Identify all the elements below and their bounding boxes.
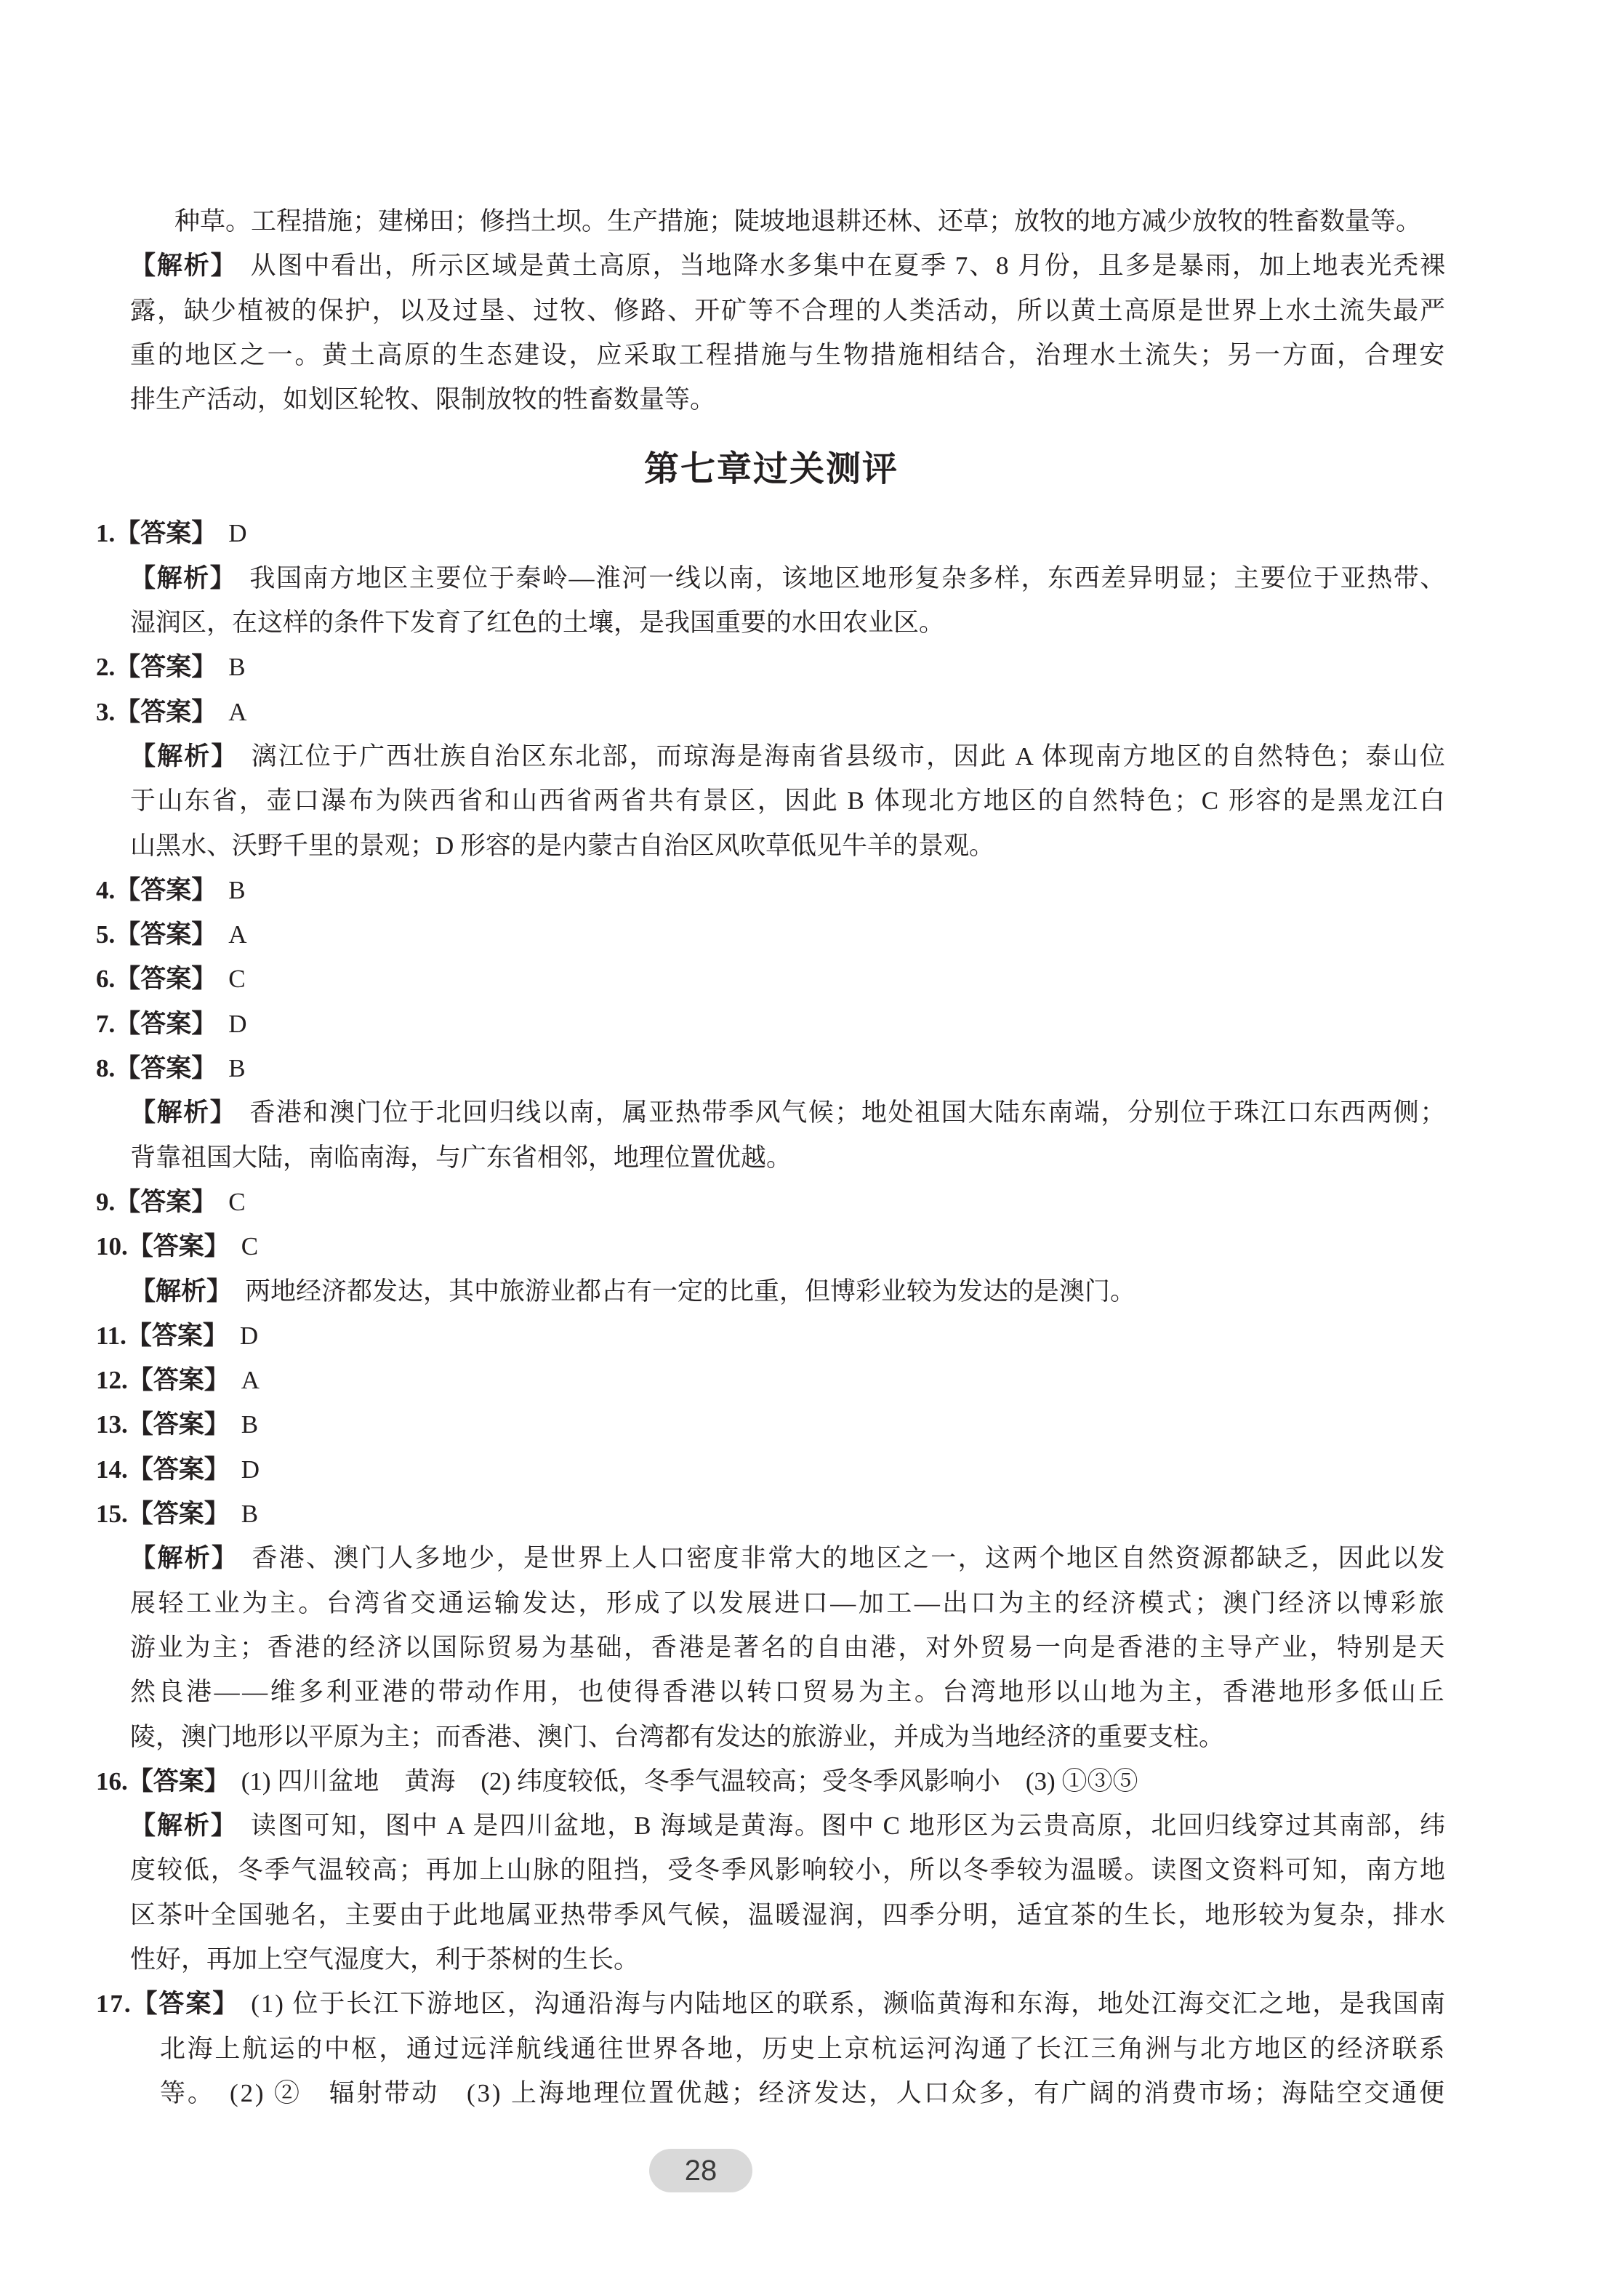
item-number: 14. bbox=[96, 1455, 128, 1484]
answer-label: 【答案】 bbox=[115, 1009, 217, 1039]
analysis-text: 我国南方地区主要位于秦岭—淮河一线以南，该地区地形复杂多样，东西差异明显；主要位于亚热带、 bbox=[249, 563, 1447, 592]
section-title: 第七章过关测评 bbox=[643, 449, 899, 490]
analysis-label: 【解析】 bbox=[130, 563, 237, 593]
item-number: 11. bbox=[96, 1321, 126, 1350]
analysis-text: 背靠祖国大陆，南临南海，与广东省相邻，地理位置优越。 bbox=[130, 1143, 792, 1172]
answer-value: (1) 四川盆地 黄海 (2) 纬度较低，冬季气温较高；受冬季风影响小 (3) ①③⑤ bbox=[241, 1766, 1138, 1796]
answer-value: B bbox=[228, 875, 246, 904]
analysis-line bbox=[130, 1937, 1447, 1982]
item-number: 16. bbox=[96, 1766, 128, 1796]
answer-label: 【答案】 bbox=[115, 653, 217, 683]
answer-line bbox=[96, 912, 1447, 957]
analysis-label: 【解析】 bbox=[130, 1276, 233, 1306]
item-number: 8. bbox=[96, 1054, 116, 1083]
answer-line bbox=[96, 1046, 1447, 1090]
answer-label: 【答案】 bbox=[132, 1990, 240, 2019]
answer-label: 【答案】 bbox=[127, 1410, 230, 1440]
answer-label: 【答案】 bbox=[115, 1054, 217, 1084]
analysis-line bbox=[130, 1536, 1447, 1580]
analysis-label: 【解析】 bbox=[130, 741, 238, 771]
item-number: 9. bbox=[96, 1187, 116, 1216]
item-number: 6. bbox=[96, 965, 116, 994]
answer-value: D bbox=[228, 519, 247, 548]
analysis-text: 香港和澳门位于北回归线以南，属亚热带季风气候；地处祖国大陆东南端，分别位于珠江口东西两侧； bbox=[249, 1098, 1447, 1127]
answer-value: D bbox=[239, 1321, 259, 1350]
analysis-text: 度较低，冬季气温较高；再加上山脉的阻挡，受冬季风影响较小，所以冬季较为温暖。读图文资料可知，南方地 bbox=[130, 1856, 1447, 1885]
analysis-line bbox=[130, 556, 1447, 600]
item-number: 15. bbox=[96, 1500, 128, 1529]
answer-line bbox=[96, 1447, 1447, 1492]
analysis-line bbox=[130, 734, 1447, 779]
analysis-line bbox=[130, 779, 1447, 823]
answer-value: D bbox=[241, 1455, 260, 1484]
answer-label: 【答案】 bbox=[115, 519, 217, 549]
analysis-text: 两地经济都发达，其中旅游业都占有一定的比重，但博彩业较为发达的是澳门。 bbox=[245, 1276, 1136, 1306]
answer-label: 【答案】 bbox=[127, 1366, 230, 1396]
answer-label: 【答案】 bbox=[115, 1187, 217, 1217]
answer-continuation-line bbox=[160, 2071, 1447, 2115]
answer-continuation-line bbox=[174, 199, 1447, 244]
answer-line bbox=[96, 1002, 1447, 1046]
answer-value: D bbox=[228, 1009, 247, 1038]
answer-line bbox=[96, 1492, 1447, 1536]
analysis-line bbox=[130, 1893, 1447, 1937]
analysis-text: 从图中看出，所示区域是黄土高原，当地降水多集中在夏季 7、8 月份，且多是暴雨，加上地表光秃裸 bbox=[250, 252, 1447, 281]
analysis-label: 【解析】 bbox=[130, 252, 238, 281]
analysis-label: 【解析】 bbox=[130, 1098, 237, 1128]
item-number: 1. bbox=[96, 519, 116, 548]
answer-text: 等。 (2) ② 辐射带动 (3) 上海地理位置优越；经济发达，人口众多，有广阔的消费市场；海陆空交通便 bbox=[160, 2078, 1447, 2107]
analysis-line bbox=[130, 1625, 1447, 1670]
analysis-text: 排生产活动，如划区轮牧、限制放牧的牲畜数量等。 bbox=[130, 385, 716, 414]
answer-text: 种草。工程措施；建梯田；修挡土坝。生产措施；陡坡地退耕还林、还草；放牧的地方减少放牧的牲畜数量等。 bbox=[174, 207, 1422, 236]
answer-value: A bbox=[228, 920, 247, 949]
answer-value: (1) 位于长江下游地区，沟通沿海与内陆地区的联系，濒临黄海和东海，地处江海交汇之地，是我国南 bbox=[251, 1990, 1447, 2019]
analysis-line bbox=[130, 377, 1447, 422]
item-number: 7. bbox=[96, 1009, 116, 1038]
item-number: 17. bbox=[96, 1990, 132, 2019]
item-number: 2. bbox=[96, 653, 116, 682]
analysis-text: 湿润区，在这样的条件下发育了红色的土壤，是我国重要的水田农业区。 bbox=[130, 608, 945, 638]
analysis-text: 漓江位于广西壮族自治区东北部，而琼海是海南省县级市，因此 A 体现南方地区的自然特色；泰山位 bbox=[251, 741, 1447, 771]
answer-line bbox=[96, 511, 1447, 555]
answer-line bbox=[96, 957, 1447, 1001]
answer-line bbox=[96, 690, 1447, 734]
answer-value: A bbox=[228, 697, 247, 726]
answer-label: 【答案】 bbox=[127, 1500, 230, 1529]
analysis-text: 山黑水、沃野千里的景观；D 形容的是内蒙古自治区风吹草低见牛羊的景观。 bbox=[130, 831, 995, 860]
answer-value: B bbox=[241, 1410, 259, 1439]
analysis-text: 香港、澳门人多地少，是世界上人口密度非常大的地区之一，这两个地区自然资源都缺乏，因此以发 bbox=[252, 1544, 1447, 1573]
item-number: 5. bbox=[96, 920, 116, 949]
answer-line bbox=[96, 1224, 1447, 1268]
analysis-line bbox=[130, 1135, 1447, 1180]
analysis-line bbox=[130, 1090, 1447, 1135]
item-number: 3. bbox=[96, 697, 116, 726]
answer-line bbox=[96, 1402, 1447, 1447]
analysis-label: 【解析】 bbox=[130, 1811, 238, 1841]
answer-continuation-line bbox=[160, 2027, 1447, 2071]
answer-line bbox=[96, 1314, 1447, 1358]
item-number: 13. bbox=[96, 1410, 128, 1439]
analysis-text: 然良港——维多利亚港的带动作用，也使得香港以转口贸易为主。台湾地形以山地为主，香港地形多低山丘 bbox=[130, 1678, 1447, 1707]
item-number: 12. bbox=[96, 1366, 128, 1395]
answer-label: 【答案】 bbox=[127, 1455, 230, 1484]
analysis-label: 【解析】 bbox=[130, 1544, 239, 1574]
answer-label: 【答案】 bbox=[115, 697, 217, 727]
answer-label: 【答案】 bbox=[127, 1766, 230, 1796]
answer-value: B bbox=[241, 1500, 259, 1529]
page-body bbox=[0, 199, 1624, 2115]
analysis-line bbox=[130, 1848, 1447, 1892]
analysis-text: 展轻工业为主。台湾省交通运输发达，形成了以发展进口—加工—出口为主的经济模式；澳门经济以博彩旅 bbox=[130, 1588, 1447, 1617]
answer-line bbox=[96, 1982, 1447, 2026]
answer-value: C bbox=[228, 965, 246, 994]
answer-label: 【答案】 bbox=[127, 1232, 230, 1262]
answer-line bbox=[96, 868, 1447, 912]
analysis-line bbox=[130, 289, 1447, 333]
answer-value: A bbox=[241, 1366, 260, 1395]
answer-label: 【答案】 bbox=[115, 965, 217, 994]
analysis-text: 于山东省，壶口瀑布为陕西省和山西省两省共有景区，因此 B 体现北方地区的自然特色；C 形容的是黑龙江白 bbox=[130, 787, 1447, 816]
answer-label: 【答案】 bbox=[126, 1321, 228, 1351]
analysis-line bbox=[130, 244, 1447, 288]
answer-value: B bbox=[228, 653, 246, 682]
answer-label: 【答案】 bbox=[115, 920, 217, 950]
analysis-text: 性好，再加上空气湿度大，利于茶树的生长。 bbox=[130, 1945, 640, 1974]
analysis-line bbox=[130, 1804, 1447, 1848]
item-number: 4. bbox=[96, 875, 116, 904]
page-number: 28 bbox=[649, 2149, 752, 2192]
answer-label: 【答案】 bbox=[115, 875, 217, 905]
answer-value: C bbox=[228, 1187, 246, 1216]
analysis-text: 区茶叶全国驰名，主要由于此地属亚热带季风气候，温暖湿润，四季分明，适宜茶的生长，地形较为复杂，排水 bbox=[130, 1900, 1447, 1929]
item-number: 10. bbox=[96, 1232, 128, 1261]
analysis-line bbox=[130, 1715, 1447, 1759]
analysis-text: 重的地区之一。黄土高原的生态建设，应采取工程措施与生物措施相结合，治理水土流失；另一方面，合理安 bbox=[130, 340, 1447, 369]
analysis-text: 陵，澳门地形以平原为主；而香港、澳门、台湾都有发达的旅游业，并成为当地经济的重要支柱。 bbox=[130, 1722, 1225, 1751]
answer-value: B bbox=[228, 1054, 246, 1083]
analysis-text: 游业为主；香港的经济以国际贸易为基础，香港是著名的自由港，对外贸易一向是香港的主导产业，特别是天 bbox=[130, 1633, 1447, 1662]
answer-line bbox=[96, 1759, 1447, 1804]
answer-line bbox=[96, 645, 1447, 689]
answer-value: C bbox=[241, 1232, 259, 1261]
analysis-text: 读图可知，图中 A 是四川盆地，B 海域是黄海。图中 C 地形区为云贵高原，北回归线穿过其南部，纬 bbox=[250, 1811, 1447, 1841]
analysis-line bbox=[130, 1269, 1447, 1314]
analysis-line bbox=[130, 824, 1447, 868]
analysis-line bbox=[130, 1581, 1447, 1625]
analysis-line bbox=[130, 333, 1447, 377]
analysis-line bbox=[130, 1670, 1447, 1714]
answer-text: 北海上航运的中枢，通过远洋航线通往世界各地，历史上京杭运河沟通了长江三角洲与北方地区的经济联系 bbox=[160, 2034, 1447, 2063]
answer-line bbox=[96, 1180, 1447, 1224]
answer-line bbox=[96, 1358, 1447, 1402]
analysis-text: 露，缺少植被的保护，以及过垦、过牧、修路、开矿等不合理的人类活动，所以黄土高原是世界上水土流失最严 bbox=[130, 296, 1447, 325]
analysis-line bbox=[130, 600, 1447, 645]
